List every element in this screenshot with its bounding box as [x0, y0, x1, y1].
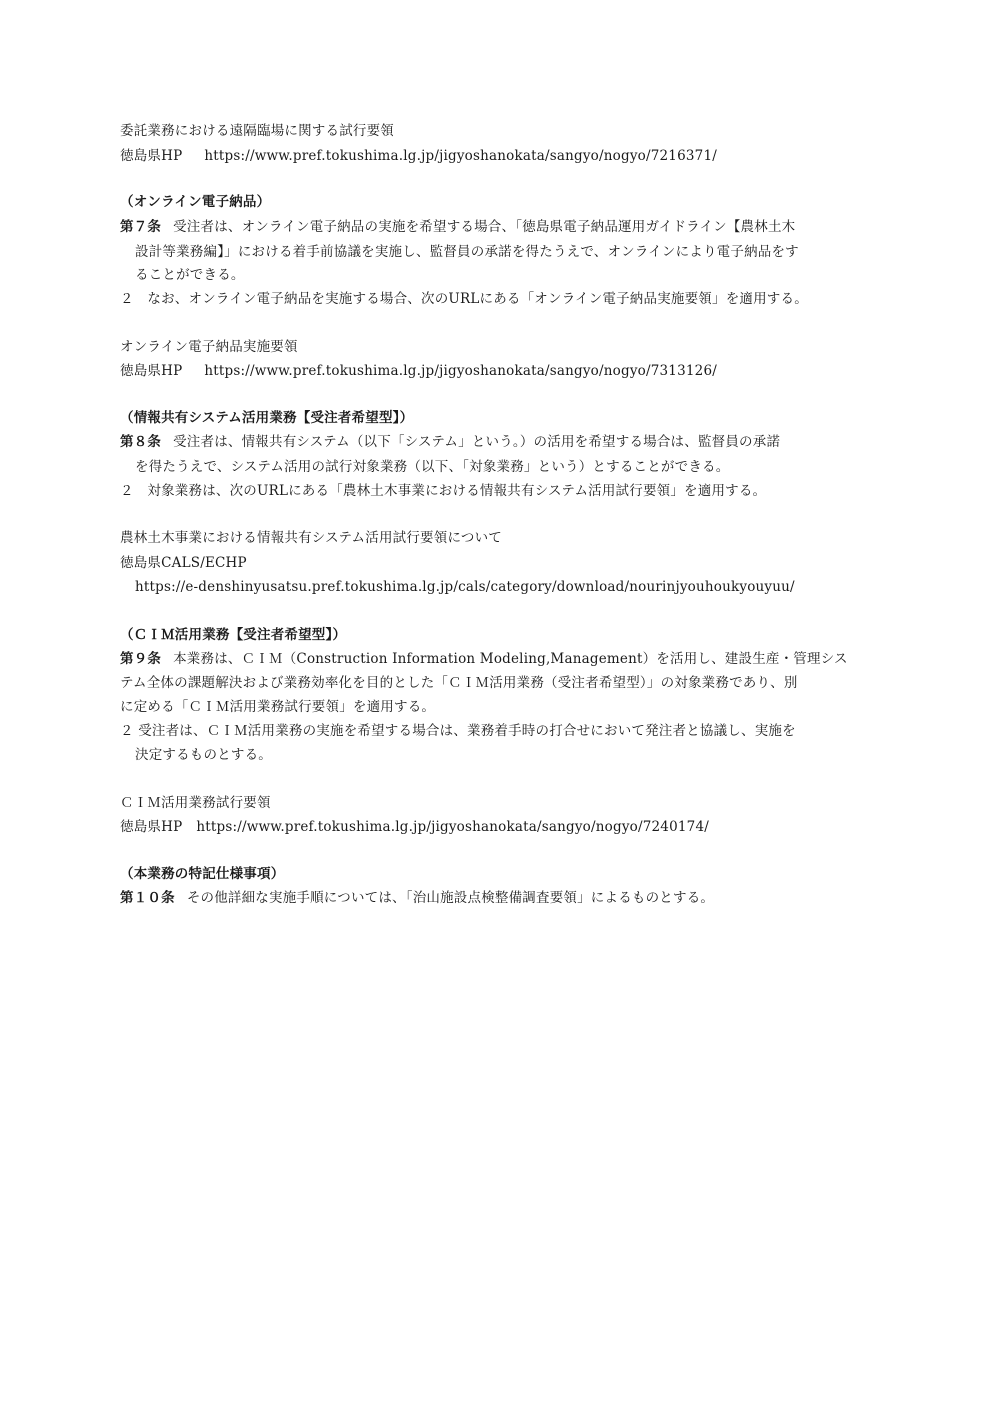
section-heading-cim: （ＣＩＭ活用業務【受注者希望型】） — [120, 627, 347, 643]
article-text: 受注者は、オンライン電子納品の実施を希望する場合、「徳島県電子納品運用ガイドライン【農林土木 — [173, 219, 796, 235]
ref-label-cals: 徳島県CALS/ECHP — [120, 555, 247, 571]
ref-title-online: オンライン電子納品実施要領 — [120, 339, 298, 355]
hp-label: 徳島県HP — [120, 363, 183, 379]
ref-title-cim: ＣＩＭ活用業務試行要領 — [120, 795, 271, 811]
article-number: 第１０条 — [120, 890, 175, 906]
article-text: 本業務は、ＣＩＭ（Construction Information Modeling,Management）を活用し、建設生産・管理シス — [173, 651, 848, 667]
article-7-item2: ２ なお、オンライン電子納品を実施する場合、次のURLにある「オンライン電子納品実施要領」を適用する。 — [120, 291, 808, 307]
url-link[interactable]: https://www.pref.tokushima.lg.jp/jigyoshanokata/sangyo/nogyo/7313126/ — [204, 363, 717, 379]
article-9-item2: ２ 受注者は、ＣＩＭ活用業務の実施を希望する場合は、業務着手時の打合せにおいて発注者と協議し、実施を — [120, 723, 796, 739]
article-8-line2: を得たうえで、システム活用の試行対象業務（以下、「対象業務」という）とすることができる。 — [135, 459, 730, 475]
article-8-item2: ２ 対象業務は、次のURLにある「農林土木事業における情報共有システム活用試行要領」を適用する。 — [120, 483, 767, 499]
article-9-line3: に定める「ＣＩＭ活用業務試行要領」を適用する。 — [120, 699, 436, 715]
section-heading-special-spec: （本業務の特記仕様事項） — [120, 866, 285, 882]
article-number: 第８条 — [120, 434, 162, 450]
article-9-line2: テム全体の課題解決および業務効率化を目的とした「ＣＩＭ活用業務（受注者希望型）」の対象業務であり、別 — [120, 675, 798, 691]
article-number: 第９条 — [120, 651, 162, 667]
article-text: 受注者は、情報共有システム（以下「システム」という。）の活用を希望する場合は、監督員の承諾 — [173, 434, 781, 450]
ref-url-line-cim — [120, 817, 709, 837]
article-7-line1 — [120, 217, 795, 237]
article-7-line2: 設計等業務編】」における着手前協議を実施し、監督員の承諾を得たうえで、オンラインにより電子納品をす — [135, 244, 799, 260]
article-10-line1 — [120, 888, 714, 908]
article-8-line1 — [120, 432, 780, 452]
url-link[interactable]: https://e-denshinyusatsu.pref.tokushima.lg.jp/cals/category/download/nourinjyouhoukyouyuu/ — [135, 579, 795, 595]
article-9-item2-cont: 決定するものとする。 — [135, 747, 272, 763]
section-heading-info-sharing: （情報共有システム活用業務【受注者希望型】） — [120, 410, 414, 426]
ref-url-line-remote — [120, 146, 717, 166]
url-link[interactable]: https://www.pref.tokushima.lg.jp/jigyoshanokata/sangyo/nogyo/7240174/ — [196, 819, 709, 835]
ref-title-info-sharing: 農林土木事業における情報共有システム活用試行要領について — [120, 530, 502, 546]
article-text: その他詳細な実施手順については、「治山施設点検整備調査要領」によるものとする。 — [186, 890, 715, 906]
article-number: 第７条 — [120, 219, 162, 235]
section-heading-online-delivery: （オンライン電子納品） — [120, 194, 271, 210]
article-9-line1 — [120, 649, 848, 669]
url-link[interactable]: https://www.pref.tokushima.lg.jp/jigyoshanokata/sangyo/nogyo/7216371/ — [204, 148, 717, 164]
hp-label: 徳島県HP — [120, 819, 183, 835]
article-7-line3: ることができる。 — [135, 267, 245, 283]
ref-title-remote: 委託業務における遠隔臨場に関する試行要領 — [120, 123, 394, 139]
hp-label: 徳島県HP — [120, 148, 183, 164]
ref-url-line-online — [120, 361, 717, 381]
